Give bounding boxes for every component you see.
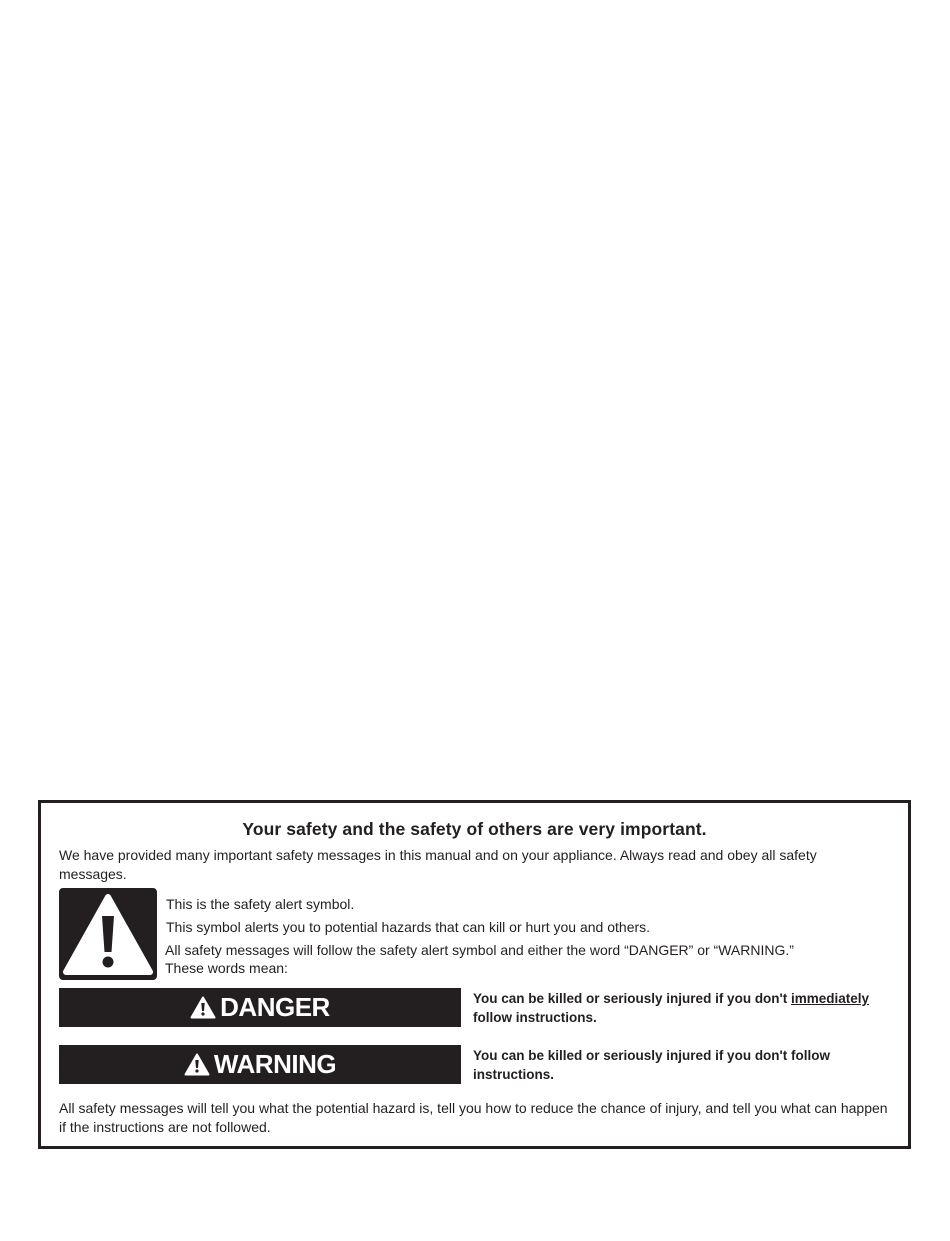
alert-triangle-icon [190, 996, 216, 1019]
danger-description [473, 989, 903, 1027]
safety-notice-box [38, 800, 911, 1149]
danger-signal-bar [59, 988, 461, 1027]
safety-symbol-explanation [166, 895, 886, 977]
danger-desc-start: You can be killed or seriously injured if you don't [473, 991, 792, 1006]
warning-signal-bar [59, 1045, 461, 1084]
danger-desc-end: follow instructions. [473, 1010, 597, 1025]
symbol-line-4: These words mean: [165, 960, 288, 976]
safety-intro-text: We have provided many important safety messages in this manual and on your appliance. Always read and obey all safety messages. [59, 847, 817, 882]
danger-label: DANGER [220, 992, 330, 1022]
safety-footer-text: All safety messages will tell you what the potential hazard is, tell you how to reduce the chance of injury, and tell you what can happen if the instructions are not followed. [59, 1100, 888, 1135]
warning-description: You can be killed or seriously injured if you don't follow instructions. [473, 1048, 830, 1082]
danger-desc-emphasis: immediately [791, 991, 870, 1006]
alert-triangle-icon [184, 1053, 210, 1076]
safety-alert-symbol-icon [59, 888, 157, 980]
symbol-line-3: All safety messages will follow the safety alert symbol and either the word “DANGER” or “WARNING.” [165, 942, 794, 958]
warning-label: WARNING [213, 1049, 337, 1079]
symbol-line-2: This symbol alerts you to potential hazards that can kill or hurt you and others. [166, 919, 651, 935]
safety-title: Your safety and the safety of others are very important. [242, 819, 707, 839]
symbol-line-1: This is the safety alert symbol. [166, 896, 355, 912]
